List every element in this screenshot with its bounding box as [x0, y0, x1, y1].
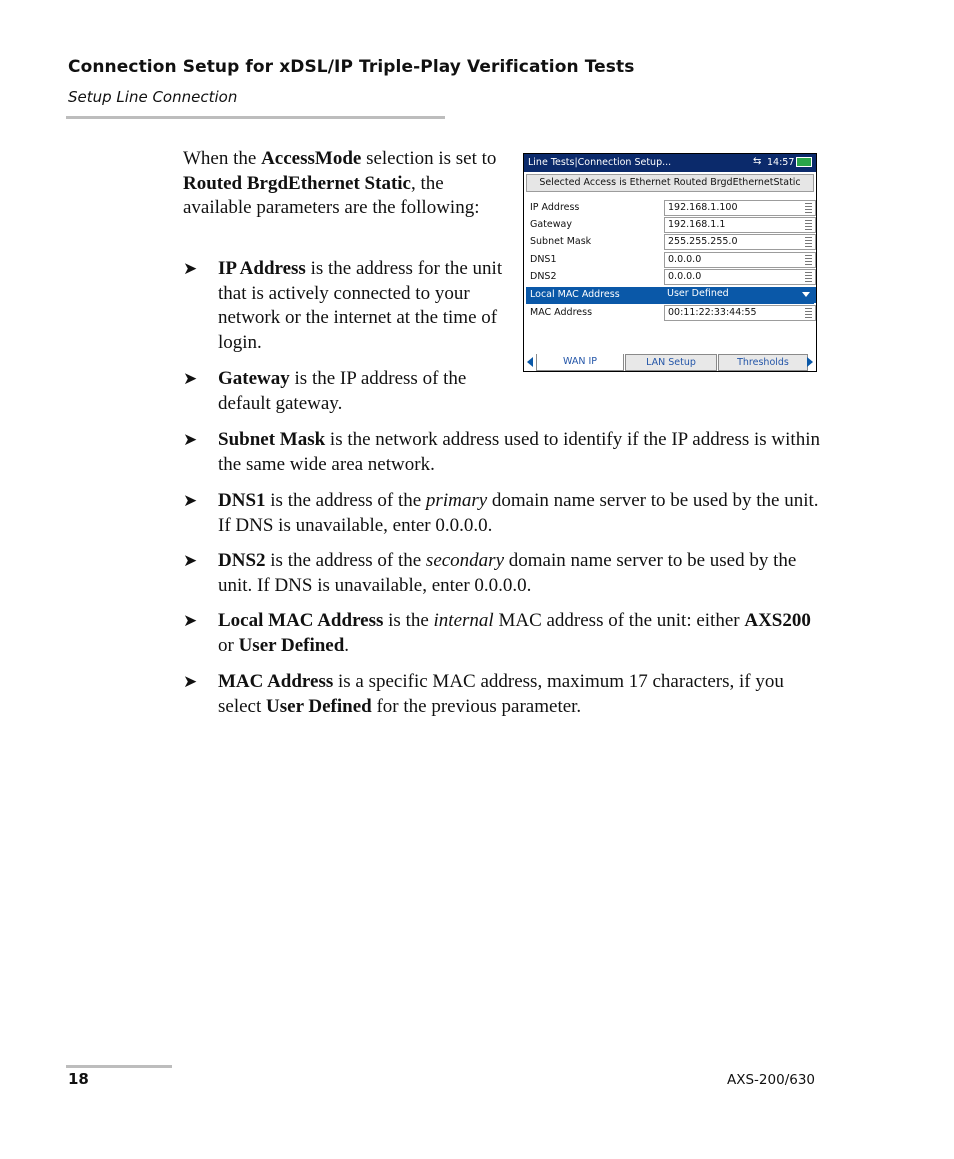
ip-address-input[interactable]: 192.168.1.100 [664, 200, 816, 216]
bullet-gateway: ➤ Gateway is the IP address of the default gateway. [183, 368, 467, 414]
subnet-mask-input[interactable]: 255.255.255.0 [664, 234, 816, 250]
keypad-icon[interactable] [805, 272, 812, 282]
bullet-subnet-mask: ➤ Subnet Mask is the network address used to identify if the IP address is within the same wide area network. [183, 429, 820, 475]
bullet-arrow-icon: ➤ [183, 551, 198, 570]
keypad-icon[interactable] [805, 308, 812, 318]
bullet-arrow-icon: ➤ [183, 491, 198, 510]
battery-icon [796, 157, 812, 167]
field-row-local-mac-address[interactable] [526, 287, 814, 304]
footer-rule [66, 1065, 172, 1068]
keypad-icon[interactable] [805, 203, 812, 213]
chevron-right-icon[interactable] [807, 357, 813, 367]
device-screenshot [523, 153, 817, 372]
keypad-icon[interactable] [805, 237, 812, 247]
header-rule [66, 116, 445, 119]
page-header-subtitle: Setup Line Connection [68, 88, 238, 106]
dns2-input[interactable]: 0.0.0.0 [664, 269, 816, 285]
bullet-arrow-icon: ➤ [183, 672, 198, 691]
gateway-input[interactable]: 192.168.1.1 [664, 217, 816, 233]
keypad-icon[interactable] [805, 255, 812, 265]
selected-access-banner: Selected Access is Ethernet Routed BrgdEthernetStatic [526, 174, 814, 192]
bullet-ip-address: ➤ IP Address is the address for the unit that is actively connected to your network or the internet at the time of login. [183, 258, 503, 353]
intro-paragraph: When the AccessMode selection is set to Routed BrgdEthernet Static, the available parameters are the following: [183, 148, 497, 218]
field-row-gateway[interactable] [526, 217, 814, 234]
field-label: Local MAC Address [530, 289, 620, 300]
device-clock: 14:57 [767, 157, 795, 168]
bullet-arrow-icon: ➤ [183, 259, 198, 278]
bullet-arrow-icon: ➤ [183, 611, 198, 630]
chevron-left-icon[interactable] [527, 357, 533, 367]
product-model: AXS-200/630 [727, 1072, 816, 1088]
device-tab-bar [524, 354, 816, 371]
field-label: MAC Address [530, 307, 593, 318]
page-number: 18 [68, 1070, 89, 1088]
chevron-down-icon[interactable] [802, 292, 810, 297]
field-row-ip-address[interactable] [526, 200, 814, 217]
field-label: Subnet Mask [530, 236, 592, 247]
local-mac-address-select[interactable]: User Defined [664, 287, 816, 303]
page-header-title: Connection Setup for xDSL/IP Triple-Play Verification Tests [68, 57, 635, 77]
tab-lan-setup[interactable]: LAN Setup [625, 354, 717, 371]
bullet-arrow-icon: ➤ [183, 369, 198, 388]
dns1-input[interactable]: 0.0.0.0 [664, 252, 816, 268]
keypad-icon[interactable] [805, 220, 812, 230]
bullet-arrow-icon: ➤ [183, 430, 198, 449]
bullet-local-mac-address: ➤ Local MAC Address is the internal MAC address of the unit: either AXS200 or User Defined. [183, 610, 811, 656]
field-row-dns1[interactable] [526, 252, 814, 269]
mac-address-input[interactable]: 00:11:22:33:44:55 [664, 305, 816, 321]
field-label: Gateway [530, 219, 572, 230]
field-row-subnet-mask[interactable] [526, 234, 814, 251]
tab-wan-ip[interactable]: WAN IP [536, 354, 624, 371]
bullet-dns2: ➤ DNS2 is the address of the secondary domain name server to be used by the unit. If DNS is unavailable, enter 0.0.0.0. [183, 550, 797, 596]
field-label: DNS2 [530, 271, 557, 282]
device-title: Line Tests|Connection Setup... [528, 157, 672, 168]
bullet-mac-address: ➤ MAC Address is a specific MAC address, maximum 17 characters, if you select User Defined for the previous parameter. [183, 671, 784, 717]
field-label: DNS1 [530, 254, 557, 265]
bullet-dns1: ➤ DNS1 is the address of the primary domain name server to be used by the unit. If DNS is unavailable, enter 0.0.0.0. [183, 490, 819, 536]
field-label: IP Address [530, 202, 580, 213]
signal-icon: ⇆ [753, 156, 762, 167]
field-row-mac-address[interactable] [526, 305, 814, 322]
device-title-bar [524, 154, 816, 172]
field-row-dns2[interactable] [526, 269, 814, 286]
tab-thresholds[interactable]: Thresholds [718, 354, 808, 371]
